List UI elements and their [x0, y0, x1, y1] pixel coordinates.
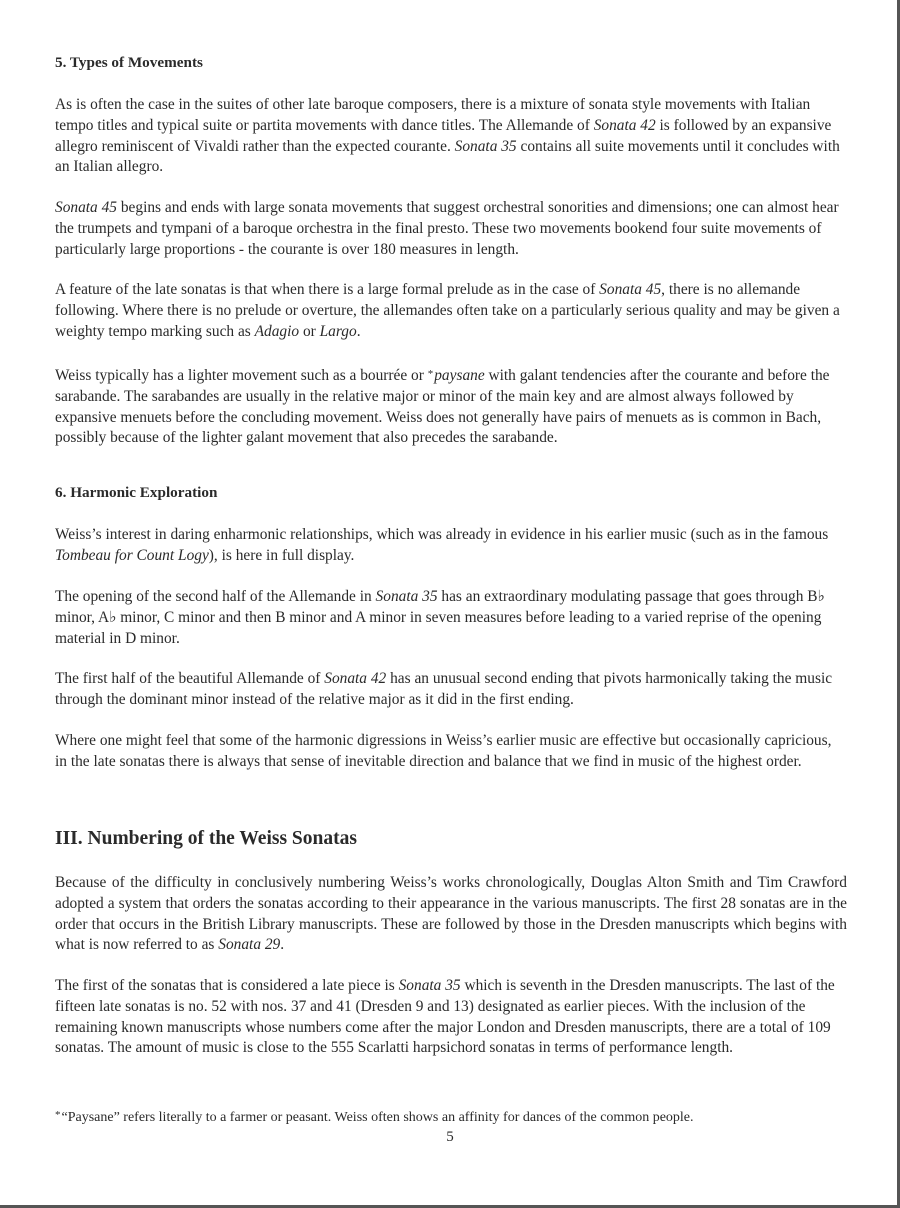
page-number: 5	[446, 1129, 454, 1145]
paragraph: As is often the case in the suites of other late baroque composers, there is a mixture of sonata style movements with Italian tempo titles and typical suite or partita movements with dance titles. The Allemande of Sonata 42 is followed by an expansive allegro reminiscent of Vivaldi rather than the expected courante. Sonata 35 contains all suite movements until it concludes with an Italian allegro.	[55, 96, 840, 176]
paragraph: Because of the difficulty in conclusively numbering Weiss’s works chronologically, Douglas Alton Smith and Tim Crawford adopted a system that orders the sonatas according to their appearance in the various manuscripts. The first 28 sonatas are in the order that occurs in the British Library manuscripts. These are followed by those in the Dresden manuscripts which begins with what is now referred to as Sonata 29.	[55, 874, 847, 954]
paragraph: A feature of the late sonatas is that when there is a large formal prelude as in the case of Sonata 45, there is no allemande following. Where there is no prelude or overture, the allemandes often take on a particularly serious quality and may be given a weighty tempo marking such as Adagio or Largo.	[55, 281, 840, 340]
footnote-marker: *	[55, 1109, 61, 1121]
footnote: *“Paysane” refers literally to a farmer or peasant. Weiss often shows an affinity for dances of the common people.	[55, 1109, 694, 1125]
paragraph: Where one might feel that some of the harmonic digressions in Weiss’s earlier music are effective but occasionally capricious, in the late sonatas there is always that sense of inevitable direction and balance that we find in music of the highest order.	[55, 732, 832, 770]
section-heading-harmonic-exploration: 6. Harmonic Exploration	[55, 484, 218, 501]
paragraph: The opening of the second half of the Allemande in Sonata 35 has an extraordinary modulating passage that goes through B♭ minor, A♭ minor, C minor and then B minor and A minor in seven measures before leading to a varied reprise of the opening material in D minor.	[55, 588, 825, 647]
paragraph: Sonata 45 begins and ends with large sonata movements that suggest orchestral sonorities and dimensions; one can almost hear the trumpets and tympani of a baroque orchestra in the final presto. These two movements bookend four suite movements of particularly large proportions - the courante is over 180 measures in length.	[55, 199, 839, 258]
paragraph: Weiss’s interest in daring enharmonic relationships, which was already in evidence in his earlier music (such as in the famous Tombeau for Count Logy), is here in full display.	[55, 526, 829, 564]
section-heading-numbering: III. Numbering of the Weiss Sonatas	[55, 828, 357, 849]
paragraph: The first half of the beautiful Allemande of Sonata 42 has an unusual second ending that pivots harmonically taking the music through the dominant minor instead of the relative major as it did in the first ending.	[55, 670, 833, 708]
paragraph: Weiss typically has a lighter movement such as a bourrée or *paysane with galant tendencies after the courante and before the sarabande. The sarabandes are usually in the relative major or minor of the main key and are almost always followed by expansive menuets before the concluding movement. Weiss does not generally have pairs of menuets as is common in Bach, possibly because of the lighter galant movement that also precedes the sarabande.	[55, 367, 830, 447]
footnote-marker: *	[427, 368, 434, 380]
paragraph: The first of the sonatas that is considered a late piece is Sonata 35 which is seventh in the Dresden manuscripts. The last of the fifteen late sonatas is no. 52 with nos. 37 and 41 (Dresden 9 and 13) designated as earlier pieces. With the inclusion of the remaining known manuscripts whose numbers come after the major London and Dresden manuscripts, there are a total of 109 sonatas. The amount of music is close to the 555 Scarlatti harpsichord sonatas in terms of performance length.	[55, 977, 835, 1057]
section-heading-types-of-movements: 5. Types of Movements	[55, 54, 203, 71]
